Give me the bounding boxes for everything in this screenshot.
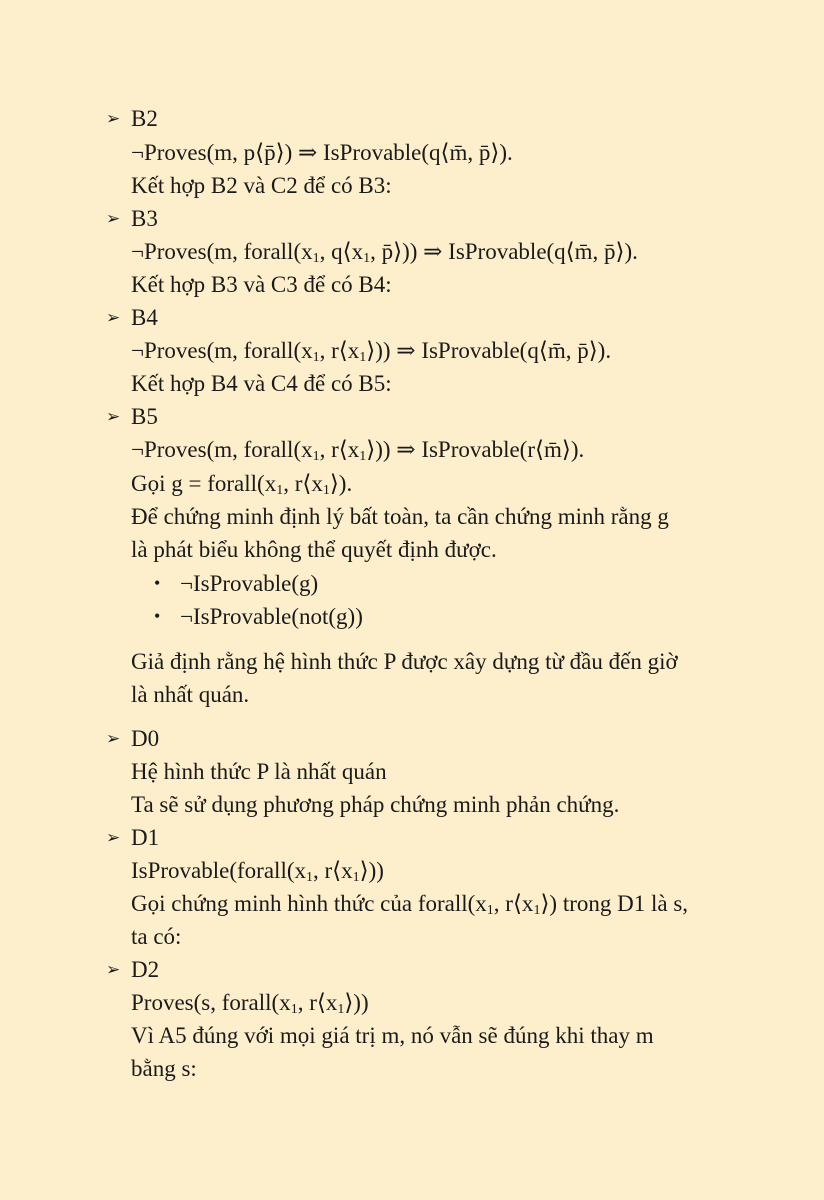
arrow-bullet-icon: ➢: [106, 407, 121, 426]
step-heading: [106, 955, 159, 985]
body-text: ¬Proves(m, $forall(x_1$, $r⟨x_1⟩$)) ⇒ IsProvable(q⟨m̄, p̄⟩).: [131, 338, 612, 365]
body-text: Vì A5 đúng với mọi giá trị m, nó vẫn sẽ đúng khi thay m: [131, 1023, 654, 1048]
bullet-dot-icon: •: [154, 573, 161, 593]
body-text-line: [131, 270, 392, 300]
step-heading: [106, 823, 159, 853]
body-text: ¬Proves(m, $forall(x_1$, $r⟨x_1⟩$)) ⇒ IsProvable(r⟨m̄⟩).: [131, 437, 585, 464]
body-text: Ta sẽ sử dụng phương pháp chứng minh phản chứng.: [131, 792, 620, 817]
body-text: Giả định rằng hệ hình thức P được xây dựng từ đầu đến giờ: [131, 649, 678, 674]
bullet-dot-icon: •: [154, 606, 161, 626]
arrow-bullet-icon: ➢: [106, 729, 121, 748]
step-heading: [106, 724, 159, 754]
body-text-line: [131, 988, 369, 1018]
body-text-line: [131, 922, 181, 952]
step-label: D2: [131, 957, 160, 982]
arrow-bullet-icon: ➢: [106, 960, 121, 979]
body-text: Kết hợp B2 và C2 để có B3:: [131, 173, 392, 198]
step-heading: [106, 104, 158, 134]
body-text-line: [131, 535, 497, 565]
body-text: ¬Proves(m, $forall(x_1$, $q⟨x_1$, p̄⟩)) ⇒ IsProvable(q⟨m̄, p̄⟩).: [131, 239, 638, 266]
body-text-line: [131, 469, 352, 499]
step-label: B4: [131, 305, 158, 330]
body-text: Hệ hình thức P là nhất quán: [131, 759, 387, 784]
body-text-line: [131, 138, 513, 168]
step-label: D1: [131, 825, 160, 850]
step-label: B2: [131, 106, 158, 131]
arrow-bullet-icon: ➢: [106, 828, 121, 847]
step-heading: [106, 402, 158, 432]
body-text: Gọi chứng minh hình thức của $forall(x_1$, $r⟨x_1⟩$) trong D1 là s,: [131, 891, 689, 918]
body-text: Gọi $g = forall(x_1$, $r⟨x_1⟩$).: [131, 471, 353, 498]
body-text-line: [131, 856, 384, 886]
step-heading: [106, 204, 158, 234]
body-text: Kết hợp B4 và C4 để có B5:: [131, 371, 392, 396]
body-text: bằng s:: [131, 1056, 197, 1081]
body-text-line: [131, 757, 387, 787]
body-text-line: [131, 790, 619, 820]
body-text: là phát biểu không thể quyết định được.: [131, 537, 497, 562]
body-text-line: [131, 336, 611, 366]
body-text: Để chứng minh định lý bất toàn, ta cần chứng minh rằng g: [131, 504, 669, 529]
body-text-line: [131, 1021, 654, 1051]
body-text: ta có:: [131, 924, 182, 949]
body-text-line: [131, 237, 638, 267]
body-text-line: [131, 435, 584, 465]
step-label: D0: [131, 726, 160, 751]
bullet-text: ¬IsProvable(not(g)): [180, 604, 363, 629]
body-text: là nhất quán.: [131, 682, 250, 707]
body-text: Proves(s, $forall(x_1$, $r⟨x_1⟩$)): [131, 990, 369, 1017]
body-text-line: [131, 889, 688, 919]
body-text-line: [131, 680, 249, 710]
bullet-item: [154, 601, 363, 632]
bullet-text: ¬IsProvable(g): [180, 571, 319, 596]
bullet-item: [154, 568, 318, 599]
step-label: B3: [131, 206, 158, 231]
body-text-line: [131, 369, 392, 399]
body-text: ¬Proves(m, p⟨p̄⟩) ⇒ IsProvable(q⟨m̄, p̄⟩).: [131, 140, 513, 165]
body-text-line: [131, 647, 678, 677]
step-label: B5: [131, 404, 158, 429]
step-heading: [106, 303, 158, 333]
body-text: Kết hợp B3 và C3 để có B4:: [131, 272, 392, 297]
body-text-line: [131, 171, 392, 201]
body-text: $IsProvable(forall(x_1$, $r⟨x_1⟩$)): [131, 858, 384, 885]
body-text-line: [131, 1054, 197, 1084]
arrow-bullet-icon: ➢: [106, 308, 121, 327]
body-text-line: [131, 502, 669, 532]
arrow-bullet-icon: ➢: [106, 109, 121, 128]
arrow-bullet-icon: ➢: [106, 209, 121, 228]
